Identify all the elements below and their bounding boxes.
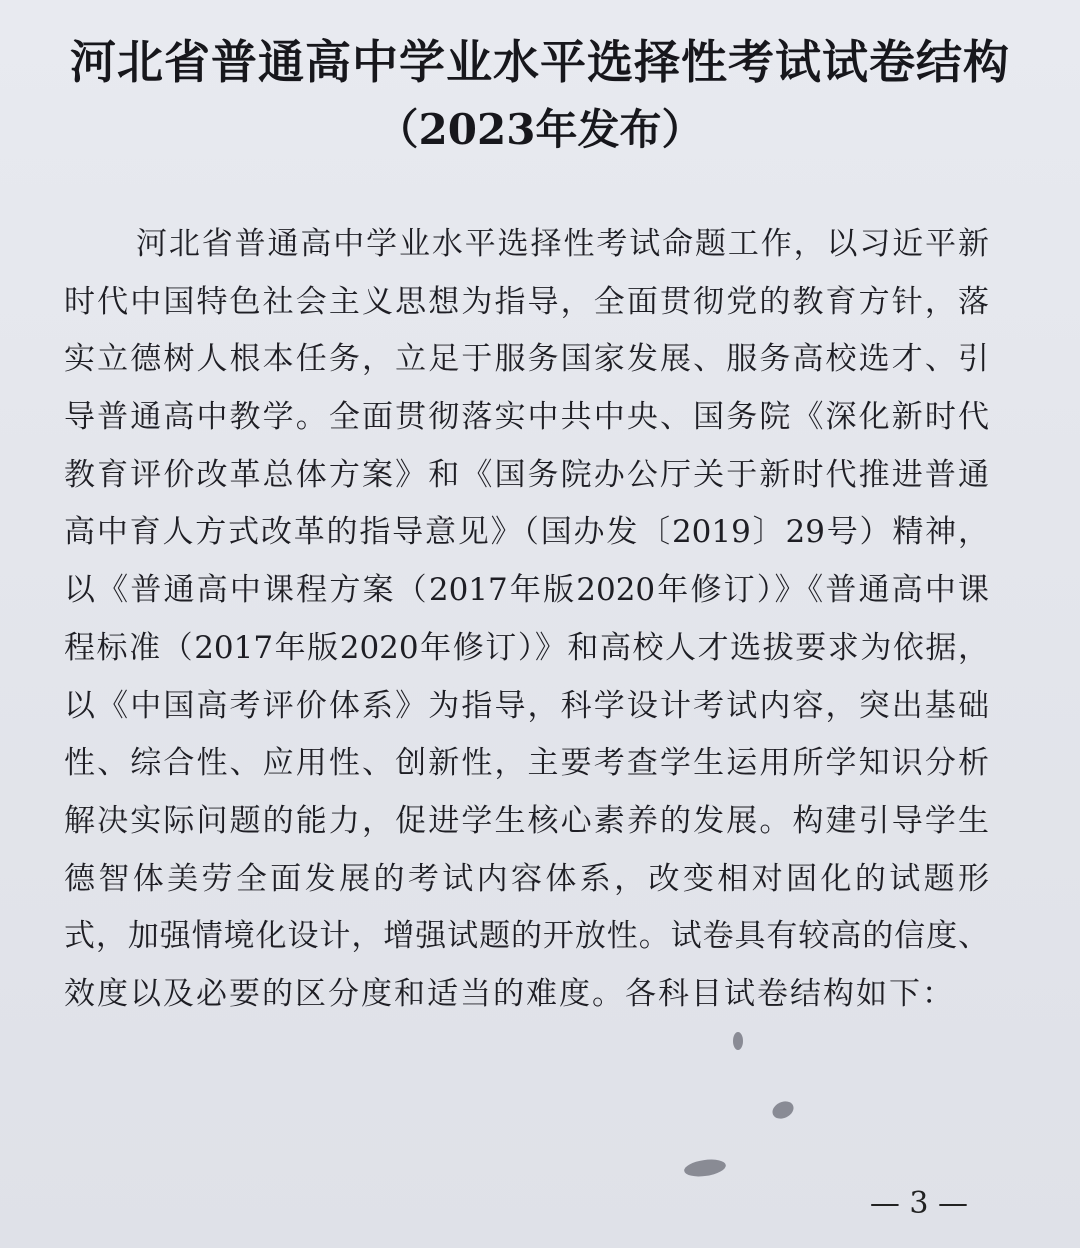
ink-smudge (770, 1098, 797, 1122)
paragraph-line: 以《普通高中课程方案（2017年版2020年修订）》《普通高中课 (64, 572, 989, 609)
paragraph-line: 导普通高中教学。全面贯彻落实中共中央、国务院《深化新时代 (64, 399, 989, 436)
page-number: — 3 — (869, 1186, 968, 1221)
document-title: 河北省普通高中学业水平选择性考试试卷结构 (70, 35, 1010, 89)
paragraph-line: 效度以及必要的区分度和适当的难度。各科目试卷结构如下： (64, 975, 955, 1012)
body-paragraph (64, 216, 989, 1024)
paragraph-line: 以《中国高考评价体系》为指导，科学设计考试内容，突出基础 (64, 687, 989, 724)
ink-smudge (733, 1032, 743, 1050)
paragraph-line: 式，加强情境化设计，增强试题的开放性。试卷具有较高的信度、 (64, 918, 989, 955)
ink-smudge (683, 1157, 727, 1179)
paragraph-line: 程标准（2017年版2020年修订）》和高校人才选拔要求为依据， (64, 629, 989, 666)
paragraph-line: 德智体美劳全面发展的考试内容体系，改变相对固化的试题形 (64, 860, 989, 897)
paragraph-line: 教育评价改革总体方案》和《国务院办公厅关于新时代推进普通 (64, 456, 989, 493)
paragraph-line: 解决实际问题的能力，促进学生核心素养的发展。构建引导学生 (64, 802, 989, 839)
paragraph-line: 高中育人方式改革的指导意见》（国办发〔2019〕29号）精神， (64, 514, 989, 551)
document-subtitle: （2023年发布） (376, 105, 704, 154)
paragraph-line: 河北省普通高中学业水平选择性考试命题工作，以习近平新 (136, 226, 989, 262)
paragraph-line: 性、综合性、应用性、创新性，主要考查学生运用所学知识分析 (64, 745, 989, 782)
paragraph-line: 时代中国特色社会主义思想为指导，全面贯彻党的教育方针，落 (64, 283, 989, 320)
paragraph-line: 实立德树人根本任务，立足于服务国家发展、服务高校选才、引 (64, 341, 989, 378)
